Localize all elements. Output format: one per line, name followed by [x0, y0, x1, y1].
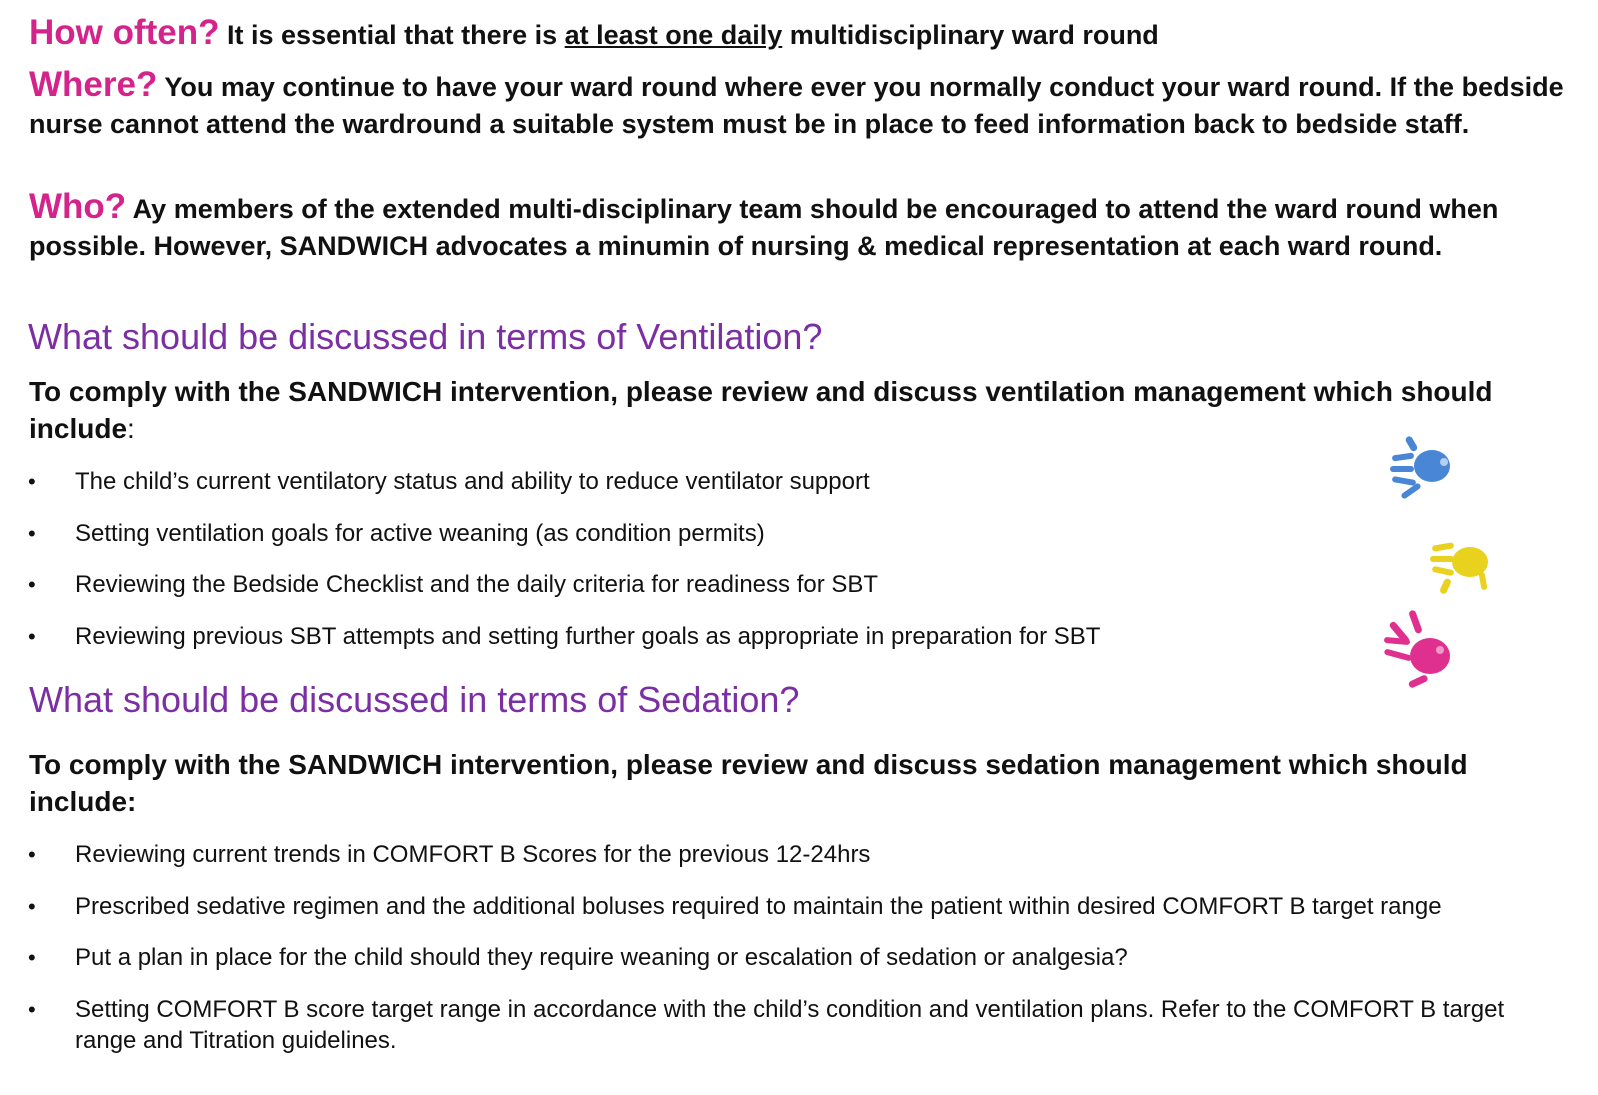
- sedation-bullet-text: Prescribed sedative regimen and the additional boluses required to maintain the patient within desired COMFORT B target range: [75, 893, 1442, 920]
- ventilation-heading: What should be discussed in terms of Ventilation?: [28, 316, 823, 357]
- blue-handprint-icon: [1388, 430, 1464, 506]
- yellow-handprint-icon: [1428, 534, 1496, 596]
- sedation-bullet-text: Setting COMFORT B score target range in accordance with the child’s condition and ventilation plans. Refer to the COMFORT B target range and Titration guidelines.: [75, 996, 1505, 1054]
- ventilation-bullet-text: The child’s current ventilatory status and ability to reduce ventilator support: [75, 468, 870, 495]
- list-item: [0, 994, 1535, 1056]
- list-item: [0, 891, 1555, 922]
- where-question: Where?: [29, 65, 158, 104]
- who-question: Who?: [29, 187, 127, 226]
- where-text: You may continue to have your ward round where ever you normally conduct your ward round. If the bedside nurse cannot attend the wardround a suitable system must be in place to feed information back to bedside staff.: [29, 72, 1564, 139]
- ventilation-intro: [29, 373, 1559, 447]
- bullet-icon: •: [28, 572, 36, 597]
- how-often-text-after: multidisciplinary ward round: [782, 20, 1159, 50]
- who-text: Ay members of the extended multi-disciplinary team should be encouraged to attend the ward round when possible. However, SANDWICH advocates a minumin of nursing & medical representation at each ward round.: [29, 194, 1499, 261]
- who-paragraph: [29, 188, 1574, 265]
- bullet-icon: •: [28, 624, 36, 649]
- sedation-intro: To comply with the SANDWICH intervention, please review and discuss sedation management which should include:: [29, 749, 1468, 817]
- bullet-icon: •: [28, 469, 36, 494]
- sedation-bullet-text: Put a plan in place for the child should they require weaning or escalation of sedation or analgesia?: [75, 944, 1128, 971]
- ventilation-bullet-text: Reviewing the Bedside Checklist and the daily criteria for readiness for SBT: [75, 571, 879, 598]
- bullet-icon: •: [28, 997, 36, 1022]
- list-item: [0, 942, 1555, 973]
- how-often-paragraph: [29, 14, 1574, 54]
- list-item: [0, 466, 1555, 497]
- how-often-underlined: at least one daily: [564, 20, 783, 50]
- sedation-bullet-text: Reviewing current trends in COMFORT B Scores for the previous 12-24hrs: [75, 841, 871, 868]
- bullet-icon: •: [28, 521, 36, 546]
- pink-handprint-icon: [1382, 608, 1466, 694]
- sedation-heading: What should be discussed in terms of Sedation?: [29, 679, 800, 720]
- ventilation-bullet-text: Setting ventilation goals for active weaning (as condition permits): [75, 520, 765, 547]
- list-item: [0, 839, 1555, 870]
- bullet-icon: •: [28, 945, 36, 970]
- ventilation-intro-colon: :: [127, 413, 135, 444]
- list-item: [0, 518, 1555, 549]
- ventilation-bullet-text: Reviewing previous SBT attempts and setting further goals as appropriate in preparation for SBT: [75, 623, 1101, 650]
- list-item: [0, 569, 1555, 600]
- bullet-icon: •: [28, 842, 36, 867]
- how-often-text-before: It is essential that there is: [219, 20, 565, 50]
- where-paragraph: [29, 66, 1574, 143]
- list-item: [0, 621, 1555, 652]
- bullet-icon: •: [28, 894, 36, 919]
- how-often-question: How often?: [29, 13, 220, 52]
- ventilation-intro-text: To comply with the SANDWICH intervention, please review and discuss ventilation management which should include: [29, 376, 1493, 444]
